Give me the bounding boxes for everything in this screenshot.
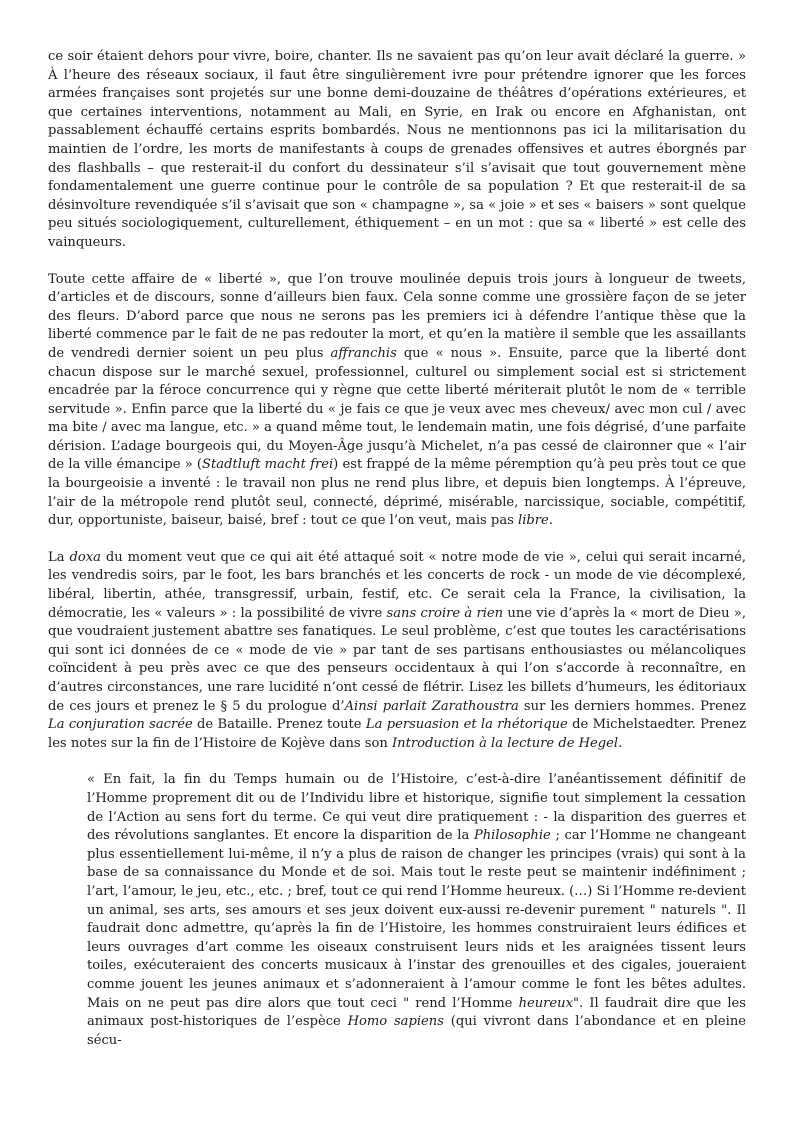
text-run: Toute cette affaire de « liberté », que l’on trouve moulinée depuis trois jours à longueur de tweets, d’articles et de discours, sonne d’ailleurs bien faux. Cela sonne comme une grossière façon de se jeter des fleurs. D’abord parce que nous ne serons pas les premiers ici à défendre l’antique thèse que la liberté commence par le fait de ne pas redouter la mort, et qu’en la matière il semble que les assaillants de vendredi dernier soient un peu plus [48,271,746,361]
italic-run: Stadtluft macht frei [202,457,334,473]
text-run: ". Il faudrait dire que les animaux post-historiques de l’espèce [87,995,746,1030]
italic-run: affranchis [330,345,397,361]
italic-run: Ainsi parlait Zarathoustra [344,698,519,714]
text-run: du moment veut que ce qui ait été attaqué soit « notre mode de vie », celui qui serait incarné, les vendredis soirs, par le foot, les bars branchés et les concerts de rock - un mode de vie décomplexé, libéral, libertin, athée, transgressif, urbain, festif, etc. Ce serait cela la France, la civilisation, la démocratie, les « valeurs » : la possibilité de vivre [48,549,746,621]
text-run: une vie d’après la « mort de Dieu », que voudraient justement abattre ses fanatiques. Le seul problème, c’est que toutes les caractérisations qui sont ici données de ce « mode de vie » par tant de ses partisans enthousiastes ou mélancoliques coïncident à peu près avec ce que des penseurs occidentaux à qui l’on s’accorde à reconnaître, en d’autres circonstances, une rare lucidité n’ont cessé de flétrir. Lisez les billets d’humeurs, les éditoriaux de ces jours et prenez le § 5 du prologue d’ [48,605,746,714]
block-quote [87,771,746,1050]
italic-run: Homo sapiens [347,1014,444,1030]
paragraph-2 [48,271,746,531]
paragraph-3 [48,549,746,754]
italic-run: heureux [518,995,574,1011]
italic-run: libre [518,513,549,529]
italic-run: sans croire à rien [386,605,504,621]
italic-run: La conjuration sacrée [48,717,193,733]
text-run: ; car l’Homme ne changeant plus essentiellement lui-même, il n’y a plus de raison de changer les principes (vrais) qui sont à la base de sa connaissance du Monde et de soi. Mais tout le reste peut se maintenir indéfiniment ; l’art, l’amour, le jeu, etc., etc. ; bref, tout ce qui rend l’Homme heureux. (…) Si l’Homme re-devient un animal, ses arts, ses amours et ses jeux doivent eux-aussi re-devenir purement " naturels ". Il faudrait donc admettre, qu’après la fin de l’Histoire, les hommes construiraient leurs édifices et leurs ouvrages d’art comme les oiseaux construisent leurs nids et les araignées tissent leurs toiles, exécuteraient des concerts musicaux à l’instar des grenouilles et des cigales, joueraient comme jouent les jeunes animaux et s’adonneraient à l’amour comme le font les bêtes adultes. Mais on ne peut pas dire alors que tout ceci " rend l’Homme [87,828,746,1011]
text-run: « En fait, la fin du Temps humain ou de l’Histoire, c’est-à-dire l’anéantissement définitif de l’Homme proprement dit ou de l’Individu libre et historique, signifie tout simplement la cessation de l’Action au sens fort du terme. Ce qui veut dire pratiquement : - la disparition des guerres et des révolutions sanglantes. Et encore la disparition de la [87,772,746,844]
italic-run: Introduction à la lecture de Hegel [391,735,619,751]
text-run: de Bataille. Prenez toute [192,717,366,733]
italic-run: doxa [69,549,101,565]
text-run: que « nous ». Ensuite, parce que la liberté dont chacun dispose sur le marché sexuel, professionnel, culturel ou simplement social est si strictement encadrée par la féroce concurrence qui y règne que cette liberté mériterait plutôt le nom de « terrible servitude ». Enfin parce que la liberté du « je fais ce que je veux avec mes cheveux/ avec mon cul / avec ma bite / avec ma langue, etc. » a quand même tout, le lendemain matin, une fois dégrisé, d’une parfaite dérision. L’adage bourgeois qui, du Moyen-Âge jusqu’à Michelet, n’a pas cessé de claironner que « l’air de la ville émancipe » ( [48,345,746,473]
italic-run: Philosophie [473,828,551,844]
text-run: sur les derniers hommes. Prenez [518,698,746,714]
text-run: ce soir étaient dehors pour vivre, boire, chanter. Ils ne savaient pas qu’on leur avait déclaré la guerre. » À l’heure des réseaux sociaux, il faut être singulièrement ivre pour prétendre ignorer que les forces armées françaises sont projetés sur une bonne demi-douzaine de théâtres d’opérations extérieures, et que certaines interventions, notamment au Mali, en Syrie, en Irak ou encore en Afghanistan, ont passablement échauffé certains esprits bombardés. Nous ne mentionnons pas ici la militarisation du maintien de l’ordre, les morts de manifestants à coups de grenades offensives et autres éborgnés par des flashballs – que resterait-il du confort du dessinateur s’il s’avisait que tout gouvernement mène fondamentalement une guerre continue pour le contrôle de sa population ? Et que resterait-il de sa désinvolture revendiquée s’il s’avisait que son « champagne », sa « joie » et ses « baisers » sont quelque peu situés sociologiquement, culturellement, éthiquement – en un mot : que sa « liberté » est celle des vainqueurs. [48,49,746,250]
text-run: de Michelstaedter. Prenez les notes sur la fin de l’Histoire de Kojève dans son [48,717,746,751]
text-run: . [548,513,553,529]
text-run: ) est frappé de la même péremption qu’à peu près tout ce que la bourgeoisie a inventé : le travail non plus ne rend plus libre, et depuis bien longtemps. À l’épreuve, l’air de la métropole rend plutôt seul, connecté, déprimé, misérable, narcissique, sociable, compétitif, dur, opportuniste, baiseur, baisé, bref : tout ce que l’on veut, mais pas [48,457,747,529]
text-run: . [618,735,623,751]
document-page [48,48,746,1050]
italic-run: La persuasion et la rhétorique [365,717,568,733]
paragraph-1 [48,48,746,253]
text-run: (qui vivront dans l’abondance et en pleine sécu- [87,1014,747,1048]
text-run: La [48,549,70,565]
